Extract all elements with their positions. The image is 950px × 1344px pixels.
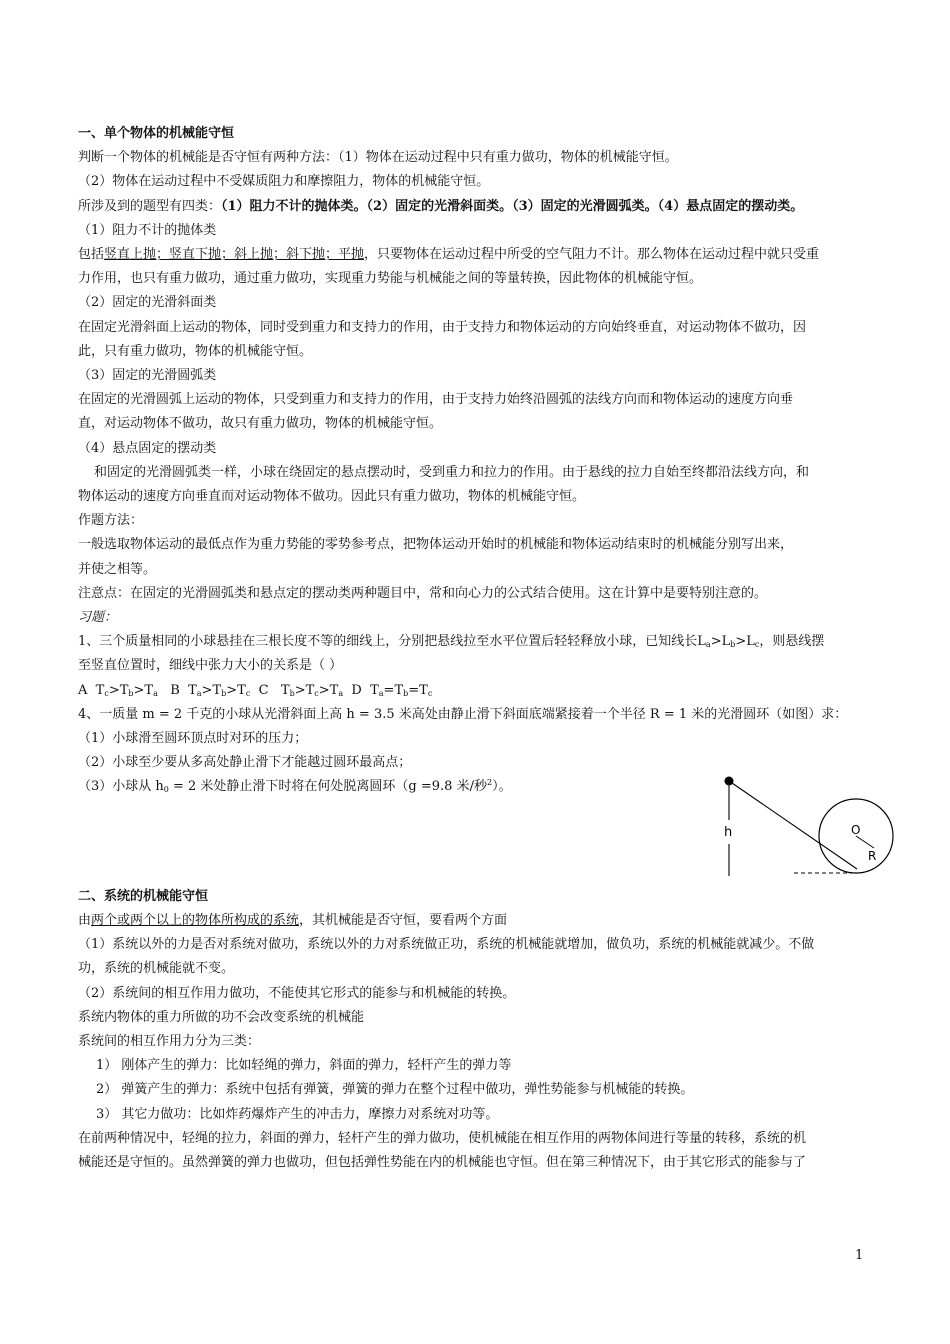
paragraph	[78, 243, 870, 267]
paragraph: 系统内物体的重力所做的功不会改变系统的机械能	[78, 1009, 365, 1025]
incline-loop-figure	[706, 768, 906, 880]
text: ）。	[492, 779, 512, 795]
paragraph: （2）物体在运动过程中不受媒质阻力和摩擦阻力，物体的机械能守恒。	[78, 174, 490, 190]
note: 注意点：在固定的光滑圆弧类和悬点定的摆动类两种题目中，常和向心力的公式结合使用。这在计算中是要特别注意的。	[78, 585, 768, 601]
radius-label: R	[868, 849, 877, 863]
center-label: O	[851, 823, 861, 837]
height-label: h	[724, 825, 733, 840]
paragraph: 在固定的光滑圆弧上运动的物体，只受到重力和支持力的作用，由于支持力始终沿圆弧的法线方向而和物体运动的速度方向垂	[78, 392, 794, 408]
text: （3）小球从 h	[78, 779, 164, 795]
subheading: （4）悬点固定的摆动类	[78, 440, 217, 456]
subheading: （2）固定的光滑斜面类	[78, 295, 217, 311]
text: 由	[78, 912, 92, 928]
section-2-heading: 二、系统的机械能守恒	[78, 888, 209, 904]
paragraph: 一般选取物体运动的最低点作为重力势能的零势参考点，把物体运动开始时的机械能和物体运动结束时的机械能分别写出来，	[78, 537, 794, 553]
paragraph: （2）系统间的相互作用力做功，不能使其它形式的能参与和机械能的转换。	[78, 985, 516, 1001]
question-1	[78, 630, 870, 654]
text: ，只要物体在运动过程中所受的空气阻力不计。那么物体在运动过程中就只受重	[364, 247, 820, 263]
list-item: 2） 弹簧产生的弹力：系统中包括有弹簧，弹簧的弹力在整个过程中做功，弹性势能参与机械能的转换。	[96, 1082, 694, 1098]
question-1-cont: 至竖直位置时，细线中张力大小的关系是（ ）	[78, 658, 343, 674]
exercise-label: 习题：	[78, 610, 118, 626]
paragraph	[78, 909, 870, 933]
paragraph: 直，对运动物体不做功，故只有重力做功，物体的机械能守恒。	[78, 416, 443, 432]
text: = 2 米处静止滑下时将在何处脱离圆环（g =9.8 米/秒	[168, 779, 487, 795]
text: 包括	[78, 247, 105, 263]
question-4-a: （1）小球滑至圆环顶点时对环的压力；	[78, 731, 308, 747]
list-item: 1） 刚体产生的弹力：比如轻绳的弹力，斜面的弹力，轻杆产生的弹力等	[96, 1058, 512, 1074]
paragraph	[78, 195, 870, 219]
paragraph: 并使之相等。	[78, 561, 157, 577]
paragraph: 判断一个物体的机械能是否守恒有两种方法：（1）物体在运动过程中只有重力做功，物体的机械能守恒。	[78, 150, 678, 166]
underlined-text: 两个或两个以上的物体所构成的系统	[91, 912, 300, 928]
subheading: （1）阻力不计的抛体类	[78, 222, 217, 238]
paragraph: 械能还是守恒的。虽然弹簧的弹力也做功，但包括弹性势能在内的机械能也守恒。但在第三种情况下，由于其它形式的能参与了	[78, 1154, 807, 1170]
radius	[856, 836, 874, 848]
text: 所涉及到的题型有四类：	[78, 198, 222, 214]
text: 1、三个质量相同的小球悬挂在三根长度不等的细线上，分别把悬线拉至水平位置后轻轻释放小球，已知线长	[78, 634, 698, 650]
paragraph: 物体运动的速度方向垂直而对运动物体不做功。因此只有重力做功，物体的机械能守恒。	[78, 489, 586, 505]
underlined-text: 竖直上抛；竖直下抛；斜上抛；斜下抛；平抛	[104, 247, 365, 263]
text: ，则悬线摆	[759, 634, 825, 650]
method-label: 作题方法：	[78, 513, 144, 529]
section-1-heading: 一、单个物体的机械能守恒	[78, 126, 235, 141]
paragraph: （1）系统以外的力是否对系统对做功，系统以外的力对系统做正功，系统的机械能就增加，做负功，系统的机械能就减少。不做	[78, 937, 815, 953]
subheading: （3）固定的光滑圆弧类	[78, 368, 217, 384]
incline	[732, 783, 857, 869]
list-item: 3） 其它力做功：比如炸药爆炸产生的冲击力，摩擦力对系统对功等。	[96, 1106, 499, 1122]
subscript: 0	[163, 785, 169, 795]
length-relation: $L_a>L_b>L_c$	[697, 634, 760, 650]
question-4-b: （2）小球至少要从多高处静止滑下才能越过圆环最高点；	[78, 755, 412, 771]
bold-text: （1）阻力不计的抛体类。（2）固定的光滑斜面类。（3）固定的光滑圆弧类。（4）悬点固定的摆动类。	[221, 198, 804, 214]
text: ，其机械能是否守恒，要看两个方面	[299, 912, 508, 928]
question-1-options: A $T_c>T_b>T_a$ B $T_a>T_b>T_c$ C $T_b>T_c>T_a$ D $T_a=T_b=T_c$	[78, 682, 433, 698]
incline-loop-diagram	[706, 768, 906, 880]
paragraph: 功，系统的机械能就不变。	[78, 961, 235, 977]
document-page	[78, 122, 870, 1175]
paragraph: 在前两种情况中，轻绳的拉力，斜面的弹力，轻杆产生的弹力做功，使机械能在相互作用的两物体间进行等量的转移，系统的机	[78, 1130, 807, 1146]
paragraph: 和固定的光滑圆弧类一样，小球在绕固定的悬点摆动时，受到重力和拉力的作用。由于悬线的拉力自始至终都沿法线方向，和	[94, 464, 810, 480]
page-number: 1	[855, 1248, 864, 1263]
paragraph: 此，只有重力做功，物体的机械能守恒。	[78, 343, 313, 359]
superscript: 2	[486, 778, 493, 788]
paragraph: 在固定光滑斜面上运动的物体，同时受到重力和支持力的作用，由于支持力和物体运动的方向始终垂直，对运动物体不做功，因	[78, 319, 807, 335]
question-4: 4、一质量 m = 2 千克的小球从光滑斜面上高 h = 3.5 米高处由静止滑下斜面底端紧接着一个半径 R = 1 米的光滑圆环（如图）求：	[78, 706, 848, 722]
paragraph: 力作用，也只有重力做功，通过重力做功，实现重力势能与机械能之间的等量转换，因此物体的机械能守恒。	[78, 271, 703, 287]
paragraph: 系统间的相互作用力分为三类：	[78, 1033, 261, 1049]
